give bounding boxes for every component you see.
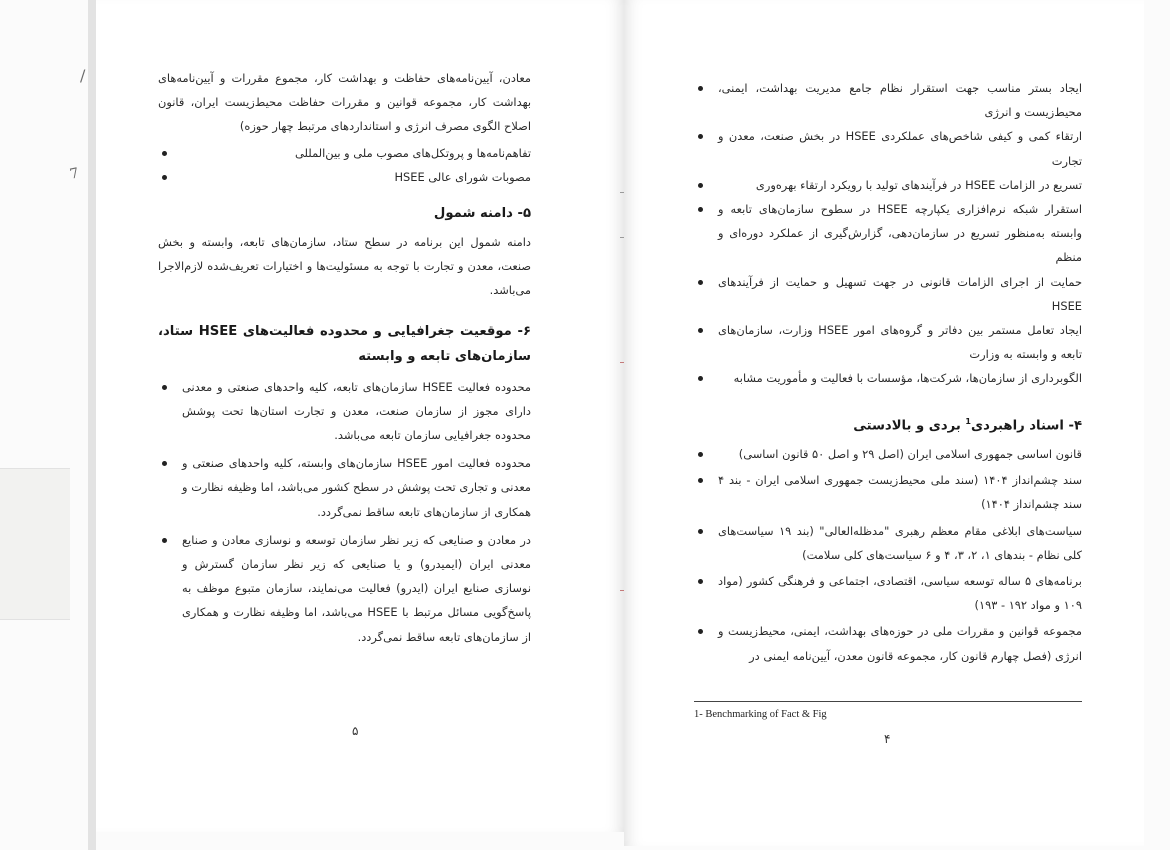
list-item [182, 528, 531, 649]
list-item [718, 519, 1082, 567]
bullet-icon [698, 376, 703, 381]
gutter-tick [620, 590, 624, 591]
bullet-icon [698, 452, 703, 457]
bullet-icon [162, 538, 167, 543]
bullet-icon [162, 461, 167, 466]
list-item [718, 619, 1082, 667]
footnote-ref: 1 [965, 416, 971, 426]
list-item [718, 270, 1082, 318]
list-item-text: برنامه‌های ۵ ساله توسعه سیاسی، اقتصادی، اجتماعی و فرهنگی کشور (مواد ۱۰۹ و مواد ۱۹۲ - ۱۹۳) [718, 574, 1082, 613]
list-item [718, 442, 1082, 466]
list-item-text: سند چشم‌انداز ۱۴۰۴ (سند ملی محیط‌زیست جمهوری اسلامی ایران - بند ۴ سند چشم‌انداز ۱۴۰۴) [718, 473, 1083, 512]
list-item [718, 468, 1082, 516]
section-4-heading-text: ۴- اسناد راهبردی [970, 418, 1082, 434]
left-page-edge [88, 0, 96, 850]
list-item [718, 76, 1082, 124]
list-item-text: مجموعه قوانین و مقررات ملی در حوزه‌های بهداشت، ایمنی، محیط‌زیست و انرژی (فصل چهارم قانون کار، مجموعه قانون معدن، آیین‌نامه ایمنی در [718, 624, 1082, 663]
section-5-paragraph: دامنه شمول این برنامه در سطح ستاد، سازمان‌های تابعه، وابسته و بخش صنعت، معدن و تجارت با توجه به مسئولیت‌ها و اختیارات تعریف‌شده لازم‌الاجرا می‌باشد. [158, 235, 531, 298]
list-item-text: سیاست‌های ابلاغی مقام معظم رهبری "مدظله‌العالی" (بند ۱۹ سیاست‌های کلی نظام - بندهای ۱، ۲، ۳، ۴ و ۶ سیاست‌های کلی سلامت) [718, 523, 1082, 562]
list-item [182, 141, 531, 165]
bullet-icon [162, 151, 167, 156]
bullet-icon [698, 183, 703, 188]
list-item [718, 569, 1082, 617]
section-4-bullet-list [694, 442, 1082, 668]
margin-seven-mark: 7 [68, 165, 81, 183]
bullet-icon [698, 207, 703, 212]
bullet-icon [162, 385, 167, 390]
list-item-text: حمایت از اجرای الزامات قانونی در جهت تسهیل و حمایت از فرآیندهای HSEE [718, 274, 1082, 313]
margin-slash-mark: / [80, 66, 86, 85]
section-6-bullet-list [158, 375, 531, 649]
list-item [182, 165, 531, 189]
bullet-icon [162, 175, 167, 180]
list-item [182, 451, 531, 524]
list-item-text: قانون اساسی جمهوری اسلامی ایران (اصل ۲۹ و اصل ۵۰ قانون اساسی) [738, 447, 1082, 462]
list-item-text: در معادن و صنایعی که زیر نظر سازمان توسعه و نوسازی معادن و صنایع معدنی ایران (ایمیدرو) و یا صنایعی که زیر نظر سازمان گسترش و نوسازی صنایع ایران (ایدرو) فعالیت می‌نمایند، سازمان متبوع موظف به پاسخ‌گویی مسائل مرتبط با HSEE می‌باشد، اما وظیفه نظارت و همکاری از سازمان‌های تابعه ساقط نمی‌گردد. [182, 532, 531, 644]
list-item-text: ارتقاء کمی و کیفی شاخص‌های عملکردی HSEE در بخش صنعت، معدن و تجارت [718, 129, 1082, 168]
left-page-column [158, 66, 531, 649]
list-item [718, 124, 1082, 172]
intro-paragraph: معادن، آیین‌نامه‌های حفاظت و بهداشت کار، مجموع مقررات و آیین‌نامه‌های بهداشت کار، مجموعه قوانین و مقررات حفاظت محیط‌زیست ایران، قانون اصلاح الگوی مصرف انرژی و استانداردهای مرتبط چهار حوزه) [158, 71, 531, 134]
section-5-heading: ۵- دامنه شمول [433, 206, 531, 222]
list-item-text: ایجاد بستر مناسب جهت استقرار نظام جامع مدیریت بهداشت، ایمنی، محیط‌زیست و انرژی [718, 81, 1082, 120]
footnote-text: 1- Benchmarking of Fact & Fig [694, 709, 827, 720]
list-item-text: مصوبات شورای عالی HSEE [394, 169, 531, 184]
list-item-text: استقرار شبکه نرم‌افزاری یکپارچه HSEE در سطوح سازمان‌های تابعه و وابسته به‌منظور تسریع در سازمان‌دهی، گزارش‌گیری از عملکرد دوره‌ای و منظم [718, 202, 1082, 265]
bullet-icon [698, 478, 703, 483]
section-4-heading [694, 409, 1082, 438]
list-item-text: تسریع در الزامات HSEE در فرآیندهای تولید با رویکرد ارتقاء بهره‌وری [755, 177, 1082, 192]
list-item-text: ایجاد تعامل مستمر بین دفاتر و گروه‌های امور HSEE وزارت، سازمان‌های تابعه و وابسته به وزارت [718, 323, 1082, 362]
gutter-tick [620, 362, 624, 363]
list-item-text: تفاهم‌نامه‌ها و پروتکل‌های مصوب ملی و بین‌المللی [295, 145, 531, 160]
bullet-icon [698, 529, 703, 534]
list-item [182, 375, 531, 448]
bullet-icon [698, 579, 703, 584]
bullet-icon [698, 328, 703, 333]
list-item [718, 366, 1082, 390]
list-item [718, 173, 1082, 197]
list-item-text: محدوده فعالیت امور HSEE سازمان‌های وابسته، کلیه واحدهای صنعتی و معدنی و تجاری تحت پوشش در سطح کشور می‌باشد، اما وظیفه نظارت و همکاری از سازمان‌های تابعه ساقط نمی‌گردد. [182, 456, 531, 519]
list-item-text: الگوبرداری از سازمان‌ها، شرکت‌ها، مؤسسات با فعالیت و مأموریت مشابه [733, 371, 1082, 386]
list-item [718, 318, 1082, 366]
bullet-icon [698, 134, 703, 139]
intro-bullet-list [158, 141, 531, 189]
right-page-column [694, 76, 1082, 668]
section-6-heading: ۶- موقعیت جغرافیایی و محدوده فعالیت‌های HSEE ستاد، سازمان‌های تابعه و وابسته [158, 323, 531, 364]
list-item-text: محدوده فعالیت HSEE سازمان‌های تابعه، کلیه واحدهای صنعتی و معدنی دارای مجوز از سازمان صنعت، معدن و تجارت استان‌ها تحت پوشش محدوده جغرافیایی سازمان تابعه می‌باشد. [182, 379, 531, 443]
objectives-bullet-list [694, 76, 1082, 391]
bullet-icon [698, 280, 703, 285]
tape-strip [0, 468, 70, 620]
bullet-icon [698, 629, 703, 634]
gutter-tick [620, 237, 624, 238]
right-page-number: ۴ [884, 732, 891, 746]
left-page-number: ۵ [352, 724, 359, 738]
bullet-icon [698, 86, 703, 91]
section-4-heading-tail: بردی و بالادستی [853, 418, 966, 434]
list-item [718, 197, 1082, 270]
gutter-tick [620, 192, 624, 193]
footnote-divider [694, 701, 1082, 702]
